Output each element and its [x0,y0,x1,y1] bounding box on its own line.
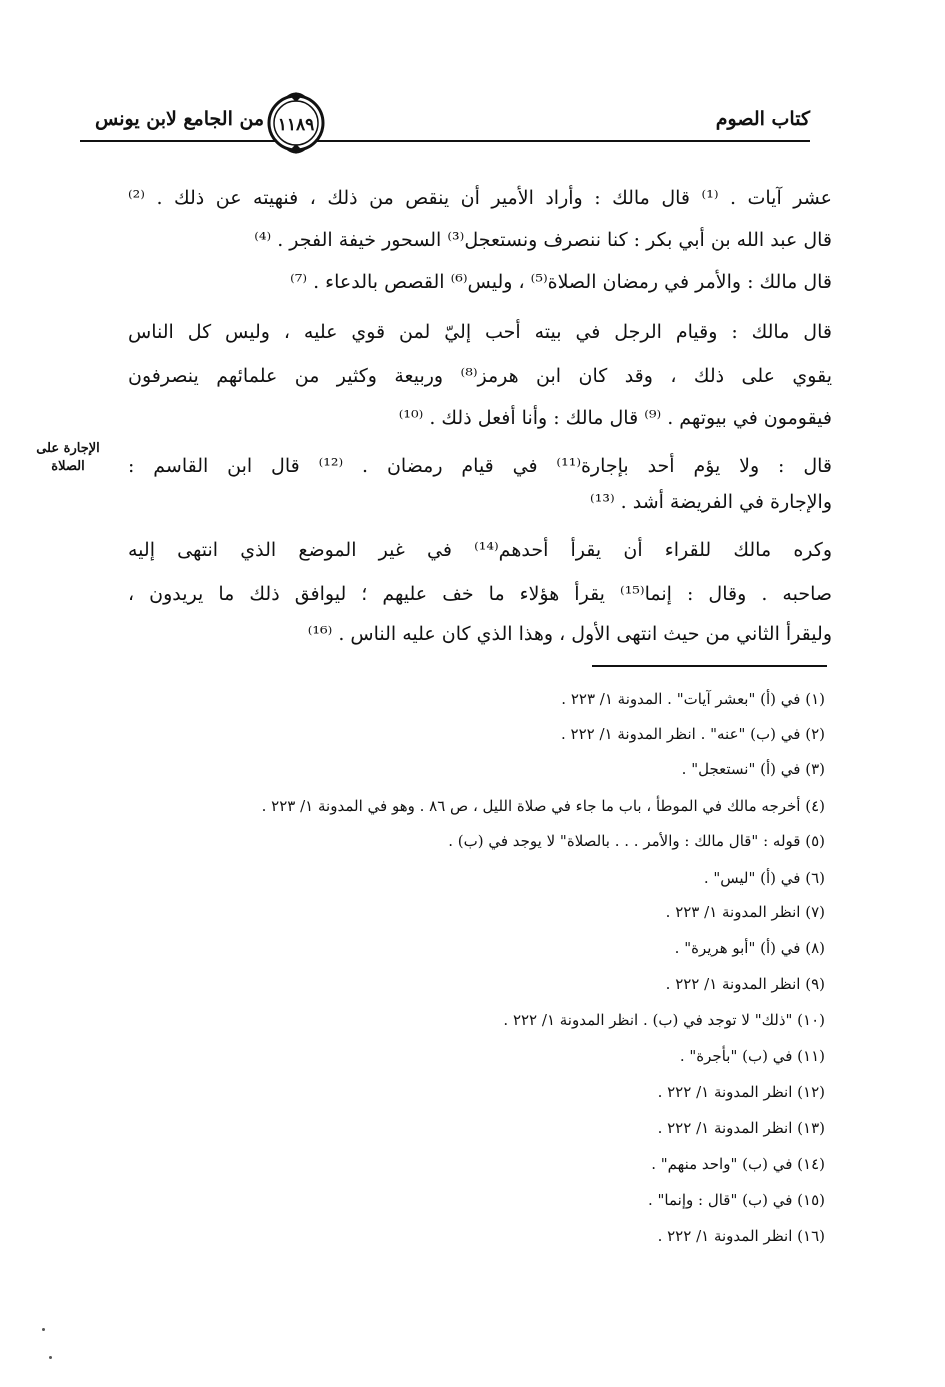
footnote: (١٣) انظر المدونة ١/ ٢٢٢ . [657,1119,825,1137]
scan-speck [42,1328,45,1331]
body-line: وليقرأ الثاني من حيث انتهى الأول ، وهذا الذي كان عليه الناس . ⁽¹⁶⁾ [307,623,832,645]
footnote: (٥) قوله : "قال مالك : والأمر . . . بالصلاة" لا يوجد في (ب) . [448,832,825,850]
footnote: (١٠) "ذلك" لا توجد في (ب) . انظر المدونة ١/ ٢٢٢ . [503,1011,825,1029]
footnote: (١٦) انظر المدونة ١/ ٢٢٢ . [657,1227,825,1245]
header-book-title: من الجامع لابن يونس [95,108,265,130]
body-line: قال : ولا يؤم أحد بإجارة⁽¹¹⁾ في قيام رمضان . ⁽¹²⁾ قال ابن القاسم : [128,455,833,477]
footnote: (٢) في (ب) "عنه" . انظر المدونة ١/ ٢٢٢ . [560,725,825,743]
header-chapter-title: كتاب الصوم [715,108,810,130]
footnote: (٣) في (أ) "نستعجل" . [681,760,825,778]
body-line: صاحبه . وقال : إنما⁽¹⁵⁾ يقرأ هؤلاء ما خف عليهم ؛ ليوافق ذلك ما يريدون ، [128,583,832,605]
footnote-separator [592,665,827,667]
body-line: قال مالك : وقيام الرجل في بيته أحب إليّ لمن قوي عليه ، وليس كل الناس [128,321,832,343]
footnote: (١٥) في (ب) "قال : وإنما" . [647,1191,825,1209]
footnote: (٤) أخرجه مالك في الموطأ ، باب ما جاء في صلاة الليل ، ص ٨٦ . وهو في المدونة ١/ ٢٢٣ . [261,797,825,815]
footnote: (١٢) انظر المدونة ١/ ٢٢٢ . [657,1083,825,1101]
header-rule [80,140,810,142]
scan-speck [49,1356,52,1359]
body-line: عشر آيات . ⁽¹⁾ قال مالك : وأراد الأمير أن ينقص من ذلك ، فنهيته عن ذلك . ⁽²⁾ [128,187,832,209]
body-line: يقوي على ذلك ، وقد كان ابن هرمز⁽⁸⁾ وربيعة وكثير من علمائهم ينصرفون [128,365,833,387]
footnote: (٧) انظر المدونة ١/ ٢٢٣ . [665,903,825,921]
margin-note-line-2: الصلاة [51,459,85,474]
footnote: (٩) انظر المدونة ١/ ٢٢٢ . [665,975,825,993]
page-header [80,98,810,158]
body-line: قال عبد الله بن أبي بكر : كنا ننصرف ونستعجل⁽³⁾ السحور خيفة الفجر . ⁽⁴⁾ [254,229,832,251]
body-line: قال مالك : والأمر في رمضان الصلاة⁽⁵⁾ ، وليس⁽⁶⁾ القصص بالدعاء . ⁽⁷⁾ [290,271,832,293]
footnote: (٦) في (أ) "ليس" . [703,869,825,887]
footnote: (١١) في (ب) "بأجرة" . [679,1047,825,1065]
body-line: فيقومون في بيوتهم . ⁽⁹⁾ قال مالك : وأنا أفعل ذلك . ⁽¹⁰⁾ [398,407,832,429]
margin-note-line-1: الإجارة على [36,441,100,456]
footnote: (١) في (أ) "بعشر آيات" . المدونة ١/ ٢٢٣ . [561,690,825,708]
page-number: ١١٨٩ [277,115,315,135]
body-line: والإجارة في الفريضة أشد . ⁽¹³⁾ [590,491,832,513]
body-line: وكره مالك للقراء أن يقرأ أحدهم⁽¹⁴⁾ في غير الموضع الذي انتهى إليه [128,539,832,561]
footnote: (٨) في (أ) "أبو هريرة" . [674,939,825,957]
footnote: (١٤) في (ب) "واحد منهم" . [651,1155,825,1173]
margin-note [18,440,118,476]
